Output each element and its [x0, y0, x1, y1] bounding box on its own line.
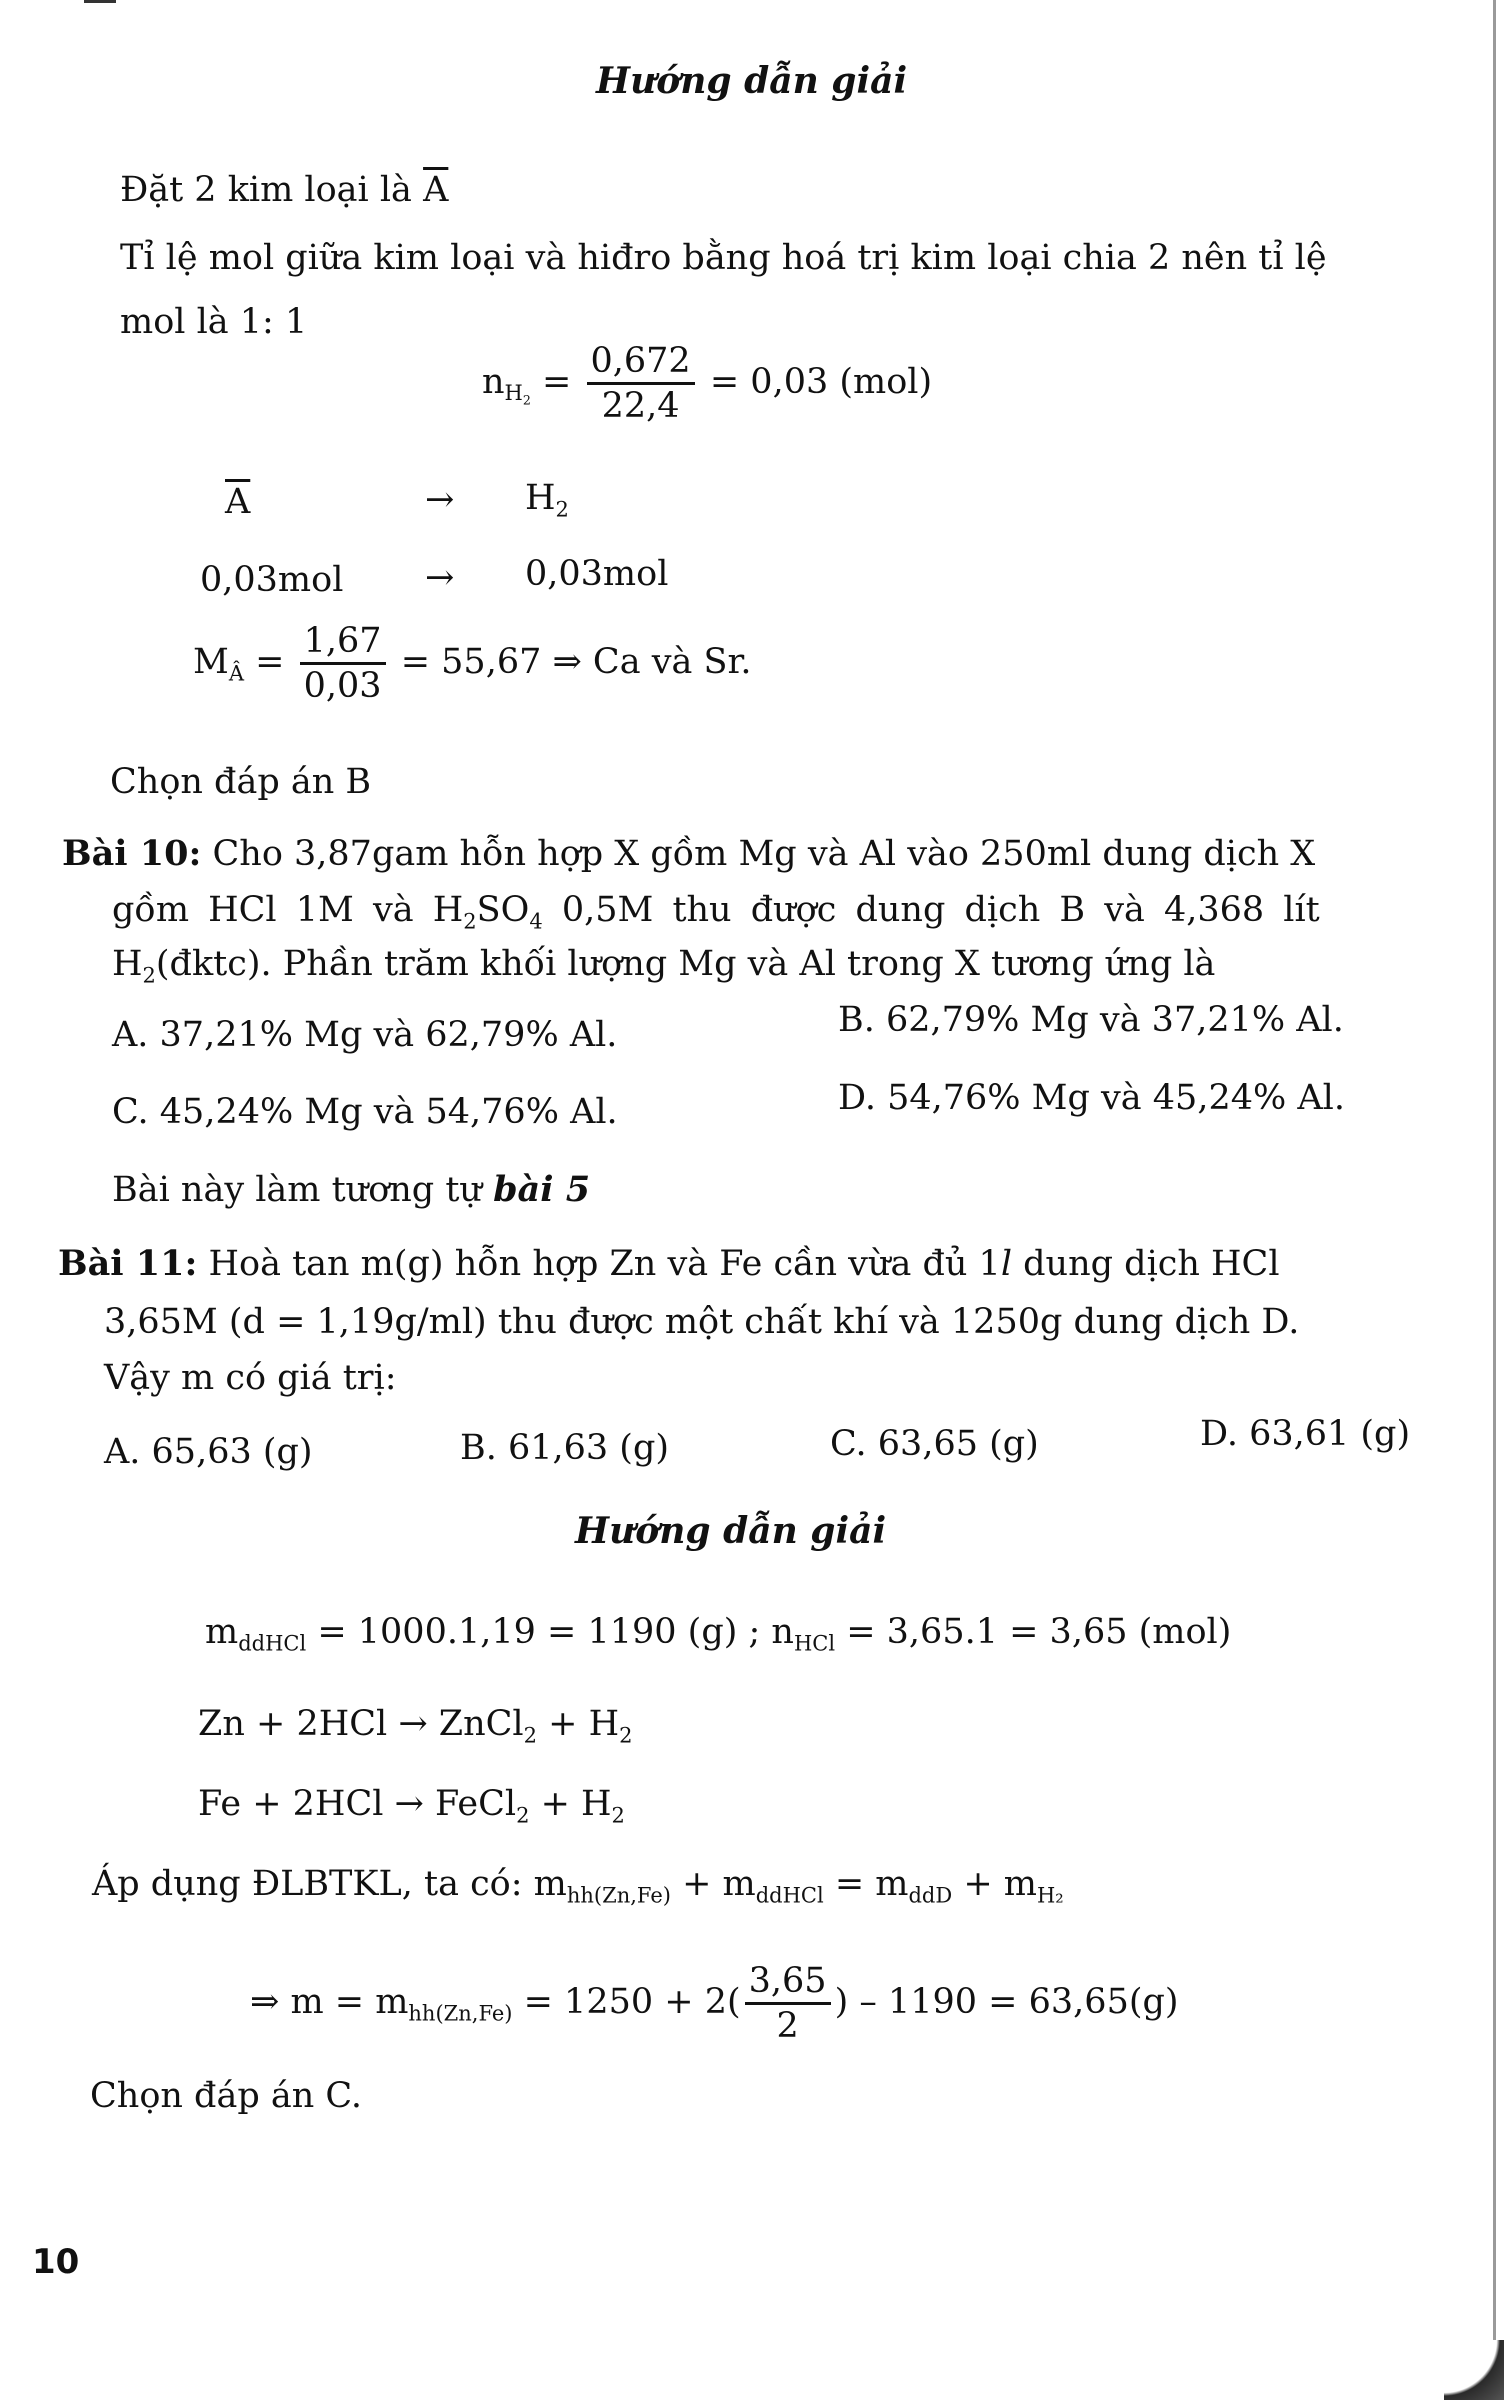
bai11-option-b: B. 61,63 (g) [460, 1428, 670, 1468]
answer-b: Chọn đáp án B [110, 762, 372, 802]
sub: ddHCl [755, 1883, 824, 1908]
m: m [205, 1612, 239, 1652]
text: Đặt 2 kim loại là [120, 170, 424, 210]
liter-symbol: l [1000, 1244, 1013, 1284]
fraction [587, 340, 695, 427]
sub: ddD [908, 1883, 953, 1908]
h: H [525, 478, 556, 518]
sub: 2 [463, 909, 477, 934]
bai10-line3 [112, 942, 1215, 986]
reaction-zn [198, 1702, 632, 1746]
result: = 55,67 ⇒ Ca và Sr. [400, 642, 752, 682]
sub: H [504, 381, 523, 406]
problem-label: Bài 11: [58, 1243, 198, 1284]
bai10-note [112, 1168, 590, 1212]
t2: SO [476, 890, 530, 930]
sub: 2 [523, 1723, 537, 1748]
bai11-line2: 3,65M (d = 1,19g/ml) thu được một chất khí và 1250g dung dịch D. [104, 1302, 1300, 1342]
page-edge-line [1493, 0, 1496, 2345]
reaction-row1-arrow: → [425, 480, 455, 520]
bai10-option-a: A. 37,21% Mg và 62,79% Al. [112, 1015, 618, 1055]
fraction [300, 620, 386, 707]
symbol-a-bar: $\overline{A}$ [423, 170, 449, 210]
t2: = 1250 + 2( [512, 1982, 741, 2022]
numerator: 0,672 [587, 340, 695, 385]
m: m [533, 1864, 567, 1904]
t1: Hoà tan m(g) hỗn hợp Zn và Fe cần vừa đủ 1 [197, 1244, 1001, 1284]
solution-heading-1: Hướng dẫn giải [596, 60, 908, 102]
sub: 2 [611, 1803, 625, 1828]
bai11-option-c: C. 63,65 (g) [830, 1424, 1039, 1464]
symbol-a-bar: $\overline{A}$ [225, 482, 251, 522]
bai10-line2 [112, 888, 1320, 932]
t3: ) – 1190 = 63,65(g) [834, 1982, 1179, 2022]
page-curl-shadow [1444, 2340, 1504, 2400]
solution-heading-2: Hướng dẫn giải [575, 1510, 887, 1552]
sub: hh(Zn,Fe) [408, 2001, 513, 2026]
mid: = 1000.1,19 = 1190 (g) ; n [306, 1612, 794, 1652]
bai11-line1 [58, 1242, 1280, 1286]
emph: bài 5 [493, 1169, 591, 1210]
fraction [745, 1960, 831, 2047]
equation-molar-mass [193, 620, 751, 707]
solution1-line1 [120, 168, 448, 212]
text: Cho 3,87gam hỗn hợp X gồm Mg và Al vào 250ml dung dịch X [201, 834, 1316, 874]
equals: = [255, 642, 285, 682]
bai11-option-d: D. 63,61 (g) [1200, 1414, 1411, 1454]
answer-c: Chọn đáp án C. [90, 2076, 363, 2116]
reaction-row2-arrow: → [425, 558, 455, 598]
numerator: 1,67 [300, 620, 386, 665]
mass-conservation-line [92, 1862, 1064, 1906]
t2: (đktc). Phần trăm khối lượng Mg và Al trong X tương ứng là [155, 944, 1216, 984]
t1: gồm HCl 1M và H [112, 890, 464, 930]
t1: H [112, 944, 143, 984]
reaction-row1-left [225, 480, 250, 524]
t1: Áp dụng ĐLBTKL, ta có: [92, 1864, 534, 1904]
sub: 4 [529, 909, 543, 934]
sub: hh(Zn,Fe) [566, 1883, 671, 1908]
numerator: 3,65 [745, 1960, 831, 2005]
result: = 0,03 (mol) [709, 362, 933, 402]
sub: 2 [516, 1803, 530, 1828]
end: = 3,65.1 = 3,65 (mol) [835, 1612, 1232, 1652]
plus: + m [952, 1864, 1037, 1904]
scan-corner-mark [84, 0, 116, 3]
problem-label: Bài 10: [62, 833, 202, 874]
reaction-fe [198, 1782, 625, 1826]
reaction-row2-left: 0,03mol [200, 560, 344, 600]
page-number: 10 [32, 2242, 80, 2282]
sub: H₂ [1036, 1883, 1064, 1908]
t2: + H [537, 1704, 620, 1744]
sub2: 2 [522, 392, 531, 408]
t1: Bài này làm tương tự [112, 1170, 494, 1210]
bai10-option-d: D. 54,76% Mg và 45,24% Al. [838, 1078, 1345, 1118]
var: n [482, 362, 505, 402]
bai11-option-a: A. 65,63 (g) [104, 1432, 313, 1472]
eq: = m [823, 1864, 909, 1904]
t1: ⇒ m = m [250, 1982, 409, 2022]
equation-mass-hcl [205, 1610, 1231, 1654]
solution1-line2: Tỉ lệ mol giữa kim loại và hiđro bằng hoá trị kim loại chia 2 nên tỉ lệ [120, 238, 1327, 278]
sub: 2 [619, 1723, 633, 1748]
reaction-row1-right [525, 476, 569, 520]
solution1-line3: mol là 1: 1 [120, 302, 308, 342]
bai10-option-c: C. 45,24% Mg và 54,76% Al. [112, 1092, 618, 1132]
plus: + m [670, 1864, 756, 1904]
denominator: 2 [776, 2006, 799, 2046]
bai10-line1 [62, 832, 1315, 876]
equation-result-m [250, 1960, 1179, 2047]
t1: Zn + 2HCl → ZnCl [198, 1704, 524, 1744]
t1: Fe + 2HCl → FeCl [198, 1784, 517, 1824]
sub: HCl [793, 1631, 836, 1656]
t2: dung dịch HCl [1012, 1244, 1280, 1284]
t2: + H [529, 1784, 612, 1824]
denominator: 22,4 [601, 386, 680, 426]
var: M [193, 642, 229, 682]
denominator: 0,03 [303, 666, 382, 706]
sub: 2 [555, 497, 569, 522]
equals: = [542, 362, 572, 402]
sub: ddHCl [238, 1631, 307, 1656]
sub: Â [228, 661, 245, 686]
reaction-row2-right: 0,03mol [525, 554, 669, 594]
sub: 2 [142, 963, 156, 988]
bai10-option-b: B. 62,79% Mg và 37,21% Al. [838, 1000, 1344, 1040]
t3: 0,5M thu được dung dịch B và 4,368 lít [542, 890, 1320, 930]
equation-n-h2 [482, 340, 932, 427]
bai11-line3: Vậy m có giá trị: [104, 1358, 397, 1398]
